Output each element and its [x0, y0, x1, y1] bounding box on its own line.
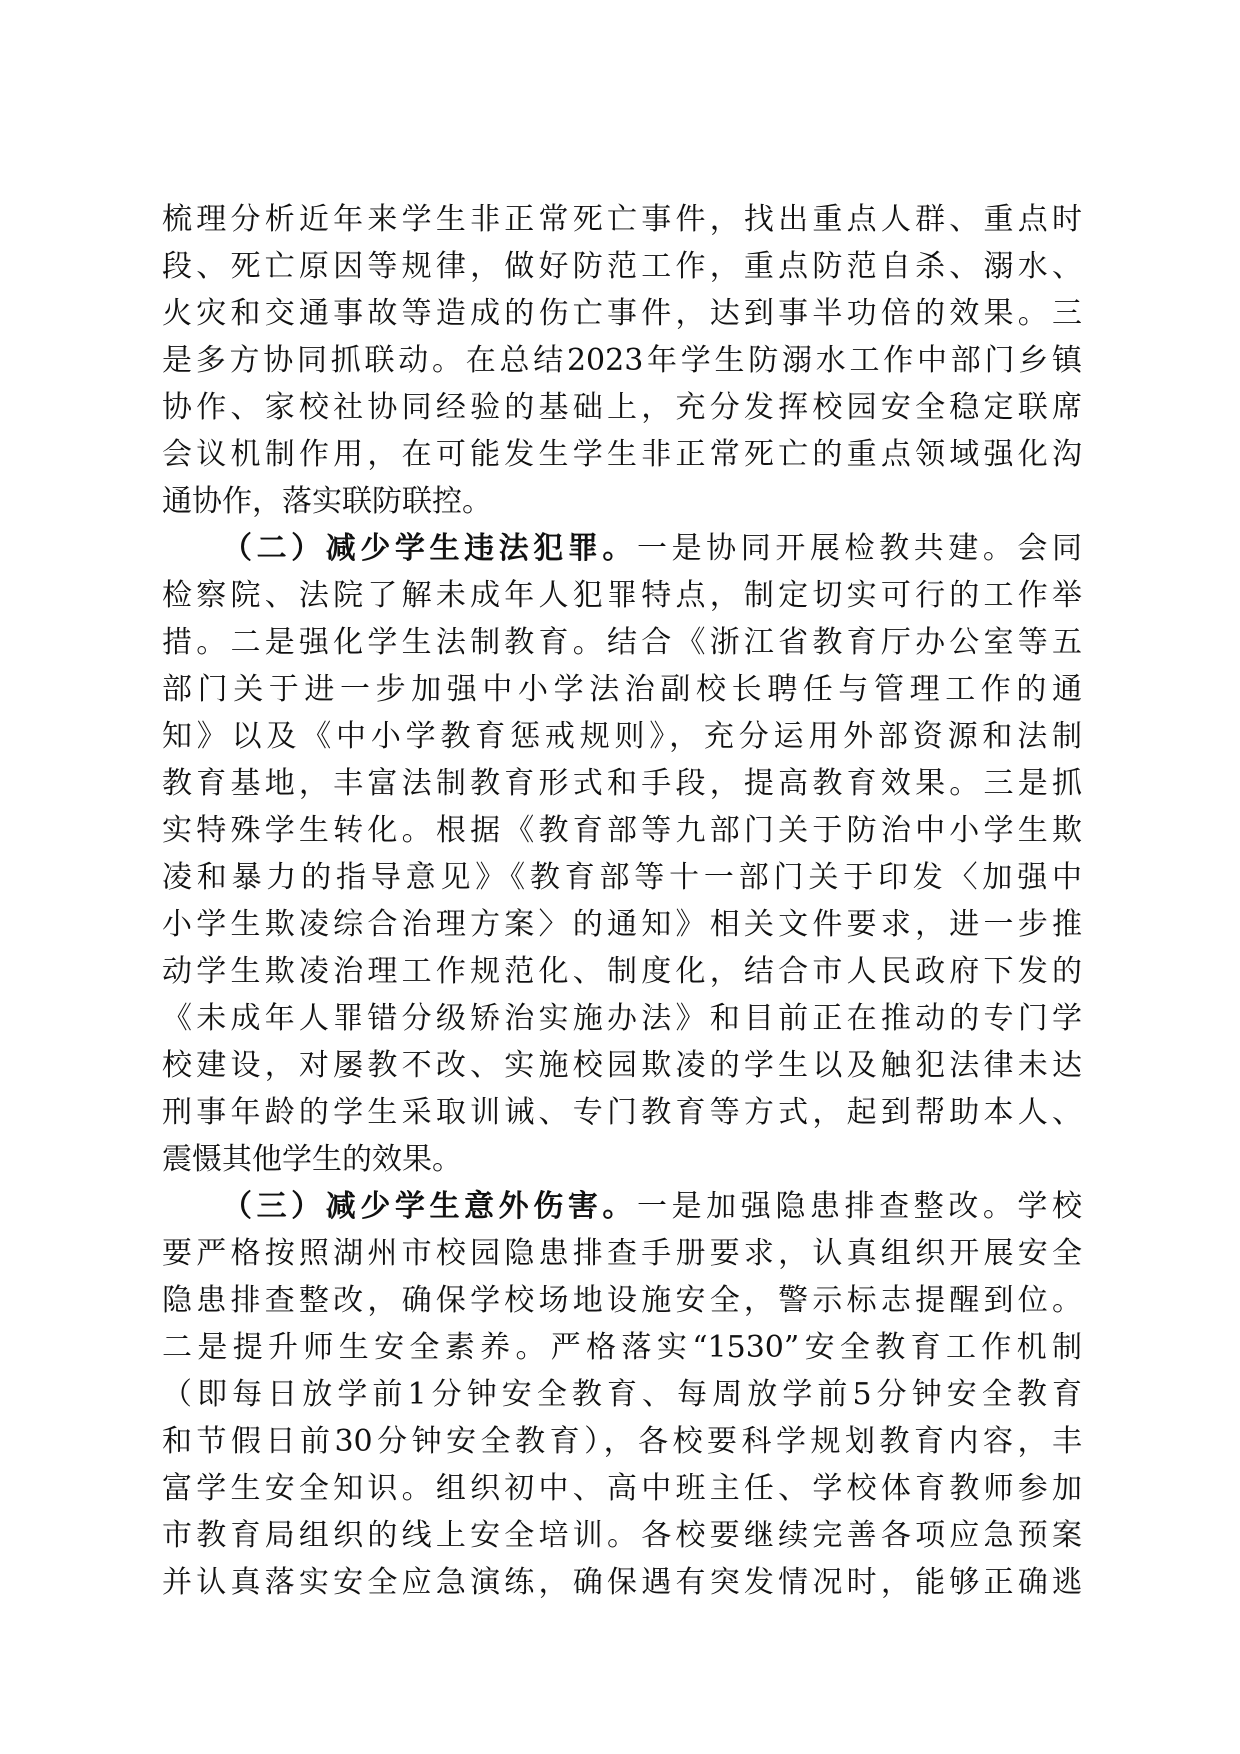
- text-line: 刑事年龄的学生采取训诫、专门教育等方式，起到帮助本人、: [162, 1095, 1082, 1130]
- text-line: 协作、家校社协同经验的基础上，充分发挥校园安全稳定联席: [162, 390, 1082, 425]
- text-line: 《未成年人罪错分级矫治实施办法》和目前正在推动的专门学: [162, 1001, 1082, 1036]
- text-line: 教育基地，丰富法制教育形式和手段，提高教育效果。三是抓: [162, 766, 1082, 801]
- text-line: 措。二是强化学生法制教育。结合《浙江省教育厅办公室等五: [162, 625, 1082, 660]
- text-line: 检察院、法院了解未成年人犯罪特点，制定切实可行的工作举: [162, 578, 1082, 613]
- text-line: 部门关于进一步加强中小学法治副校长聘任与管理工作的通: [162, 672, 1082, 707]
- text-line: 梳理分析近年来学生非正常死亡事件，找出重点人群、重点时: [162, 202, 1082, 237]
- text-line: 段、死亡原因等规律，做好防范工作，重点防范自杀、溺水、: [162, 249, 1082, 284]
- paragraph: [162, 525, 1082, 1183]
- paragraph-first-line: [162, 1183, 1082, 1230]
- text-line: 凌和暴力的指导意见》《教育部等十一部门关于印发〈加强中: [162, 860, 1082, 895]
- text-span: 一是加强隐患排查整改。学校: [637, 1189, 1082, 1224]
- text-line: 通协作，落实联防联控。: [162, 484, 492, 519]
- text-line: （即每日放学前1分钟安全教育、每周放学前5分钟安全教育: [162, 1377, 1082, 1412]
- paragraph-first-line: [162, 525, 1082, 572]
- text-line: 校建设，对屡教不改、实施校园欺凌的学生以及触犯法律未达: [162, 1048, 1082, 1083]
- section-heading: （二）减少学生违法犯罪。: [222, 531, 637, 566]
- text-line: 知》以及《中小学教育惩戒规则》，充分运用外部资源和法制: [162, 719, 1082, 754]
- text-line: 火灾和交通事故等造成的伤亡事件，达到事半功倍的效果。三: [162, 296, 1082, 331]
- text-line: 市教育局组织的线上安全培训。各校要继续完善各项应急预案: [162, 1518, 1082, 1553]
- text-line: 富学生安全知识。组织初中、高中班主任、学校体育教师参加: [162, 1471, 1082, 1506]
- text-line: 震慑其他学生的效果。: [162, 1142, 462, 1177]
- section-heading: （三）减少学生意外伤害。: [222, 1189, 637, 1224]
- text-line: 是多方协同抓联动。在总结2023年学生防溺水工作中部门乡镇: [162, 343, 1082, 378]
- paragraph: [162, 1183, 1082, 1606]
- text-line: 二是提升师生安全素养。严格落实“1530”安全教育工作机制: [162, 1330, 1082, 1365]
- text-line: 并认真落实安全应急演练，确保遇有突发情况时，能够正确逃: [162, 1565, 1082, 1600]
- text-span: 一是协同开展检教共建。会同: [637, 531, 1082, 566]
- text-line: 和节假日前30分钟安全教育），各校要科学规划教育内容，丰: [162, 1424, 1082, 1459]
- text-line: 实特殊学生转化。根据《教育部等九部门关于防治中小学生欺: [162, 813, 1082, 848]
- text-line: 小学生欺凌综合治理方案〉的通知》相关文件要求，进一步推: [162, 907, 1082, 942]
- text-line: 会议机制作用，在可能发生学生非正常死亡的重点领域强化沟: [162, 437, 1082, 472]
- text-line: 隐患排查整改，确保学校场地设施安全，警示标志提醒到位。: [162, 1283, 1082, 1318]
- paragraph: [162, 196, 1082, 525]
- document-body: [162, 196, 1082, 1606]
- text-line: 要严格按照湖州市校园隐患排查手册要求，认真组织开展安全: [162, 1236, 1082, 1271]
- text-line: 动学生欺凌治理工作规范化、制度化，结合市人民政府下发的: [162, 954, 1082, 989]
